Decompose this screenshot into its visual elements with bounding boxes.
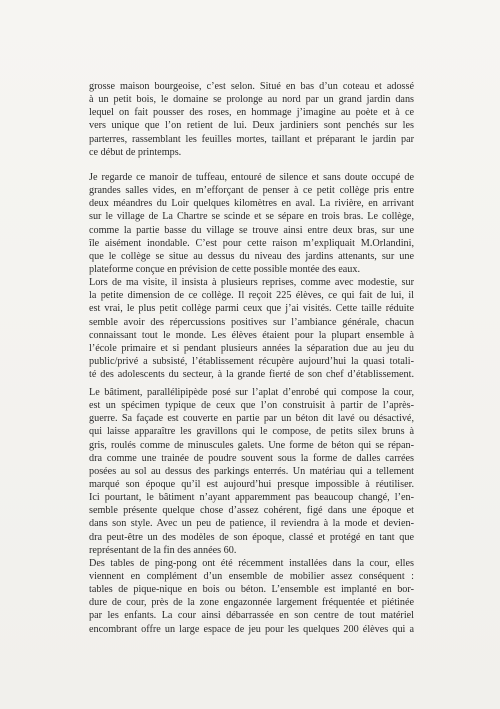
text-line: sur le village de La Chartre se scinde et se sépare en trois bras. Le collège, [89,211,414,223]
text-line: posées au sol au dessus des parkings enterrés. Un matériau qui a tellement [89,465,414,477]
text-line: tables de pique-nique en bois ou béton. L’ensemble est implanté en bor- [89,584,414,596]
text-line: dure de cour, près de la zone engazonnée largement fréquentée et piétinée [89,597,414,609]
text-line: deux méandres du Loir quelques kilomètres en aval. La rivière, en arrivant [89,198,414,210]
text-line: encombrant offre un large espace de jeu pour les quelques 200 élèves qui a [89,623,414,635]
text-line: est un spécimen typique de ceux que l’on construisit à partir de l’après- [89,400,414,412]
text-line: est vrai, le plus petit collège parmi ceux que j’ai visités. Cette taille réduite [89,303,414,315]
text-line: marqué son époque qu’il est aujourd’hui presque impossible à réutiliser. [89,478,414,490]
text-line: grandes salles vides, en m’efforçant de penser à ce petit collège pris entre [89,185,414,197]
text-line: semble présente quelque chose d’assez cohérent, figé dans une époque et [89,505,414,517]
text-line: qui laisse apparaître les gravillons qui le compose, de petits silex bruns à [89,426,414,438]
text-line: semble avoir des répercussions positives sur l’ambiance générale, chacun [89,316,414,328]
text-line: gris, roulés comme de minuscules galets. Une forme de béton qui se répan- [89,439,414,451]
text-line: dans son style. Avec un peu de patience, il reviendra à la mode et devien- [89,518,414,530]
text-line: té des adolescents du secteur, à la grande fierté de son chef d’établissement. [89,369,414,381]
text-line: ce début de printemps. [89,146,182,158]
text-line: l’école primaire et si pendant plusieurs années la séparation due au jeu du [89,342,414,354]
text-line: Lors de ma visite, il insista à plusieurs reprises, comme avec modestie, sur [89,277,414,289]
text-line: à un petit bois, le domaine se prolonge au nord par un grand jardin dans [89,94,414,106]
text-line: public/privé a subsisté, l’établissement récupère aujourd’hui la quasi totali- [89,355,414,367]
text-line: que le collège se situe au dessus du niveau des jardins attenants, sur une [89,250,414,262]
text-line: dra comme une trainée de poudre souvent sous la forme de dalles carrées [89,452,414,464]
text-line: Je regarde ce manoir de tuffeau, entouré de silence et sans doute occupé de [89,172,414,183]
text-line: Ici pourtant, le bâtiment n’ayant apparemment pas beaucoup changé, l’en- [89,492,414,504]
text-line: connaissant tout le monde. Les élèves étaient pour la plupart ensemble à [89,329,414,341]
text-line: la petite dimension de ce collège. Il reçoit 225 élèves, ce qui fait de lui, il [89,290,414,302]
paragraph-2 [89,171,414,381]
text-line: Des tables de ping-pong ont été récemment installées dans la cour, elles [89,557,414,569]
text-line: grosse maison bourgeoise, c’est selon. Situé en bas d’un coteau et adossé [89,81,414,92]
text-line: viennent en complément d’un ensemble de mobilier assez conséquent : [89,570,414,582]
text-line: par les enfants. La cour ainsi débarrassée en son centre de tout matériel [89,610,414,622]
text-line: île aisément inondable. C’est pour cette raison m’expliquait M.Orlandini, [89,237,414,249]
text-line: représentant de la fin des années 60. [89,544,237,556]
text-line: comme la partie basse du village se trouve ainsi entre deux bras, sur une [89,224,414,236]
text-line: vers unique que l’on retient de lui. Deux jardiniers sont penchés sur les [89,120,414,132]
paragraph-3 [89,386,414,636]
text-line: lequel on fait pousser des roses, en hommage j’imagine au poète et à ce [89,107,414,119]
text-line: plateforme conçue en prévision de cette possible montée des eaux. [89,263,360,275]
paragraph-1 [89,80,414,159]
text-line: parterres, rassemblant les feuilles mortes, taillant et préparant le jardin par [89,133,414,145]
text-line: guerre. Sa façade est couverte en partie par un béton dit lavé ou désactivé, [89,413,414,425]
text-line: dra peut-être un des modèles de son époque, classé et protégé en tant que [89,531,414,543]
text-line: Le bâtiment, parallélipipède posé sur l’aplat d’enrobé qui compose la cour, [89,387,414,398]
